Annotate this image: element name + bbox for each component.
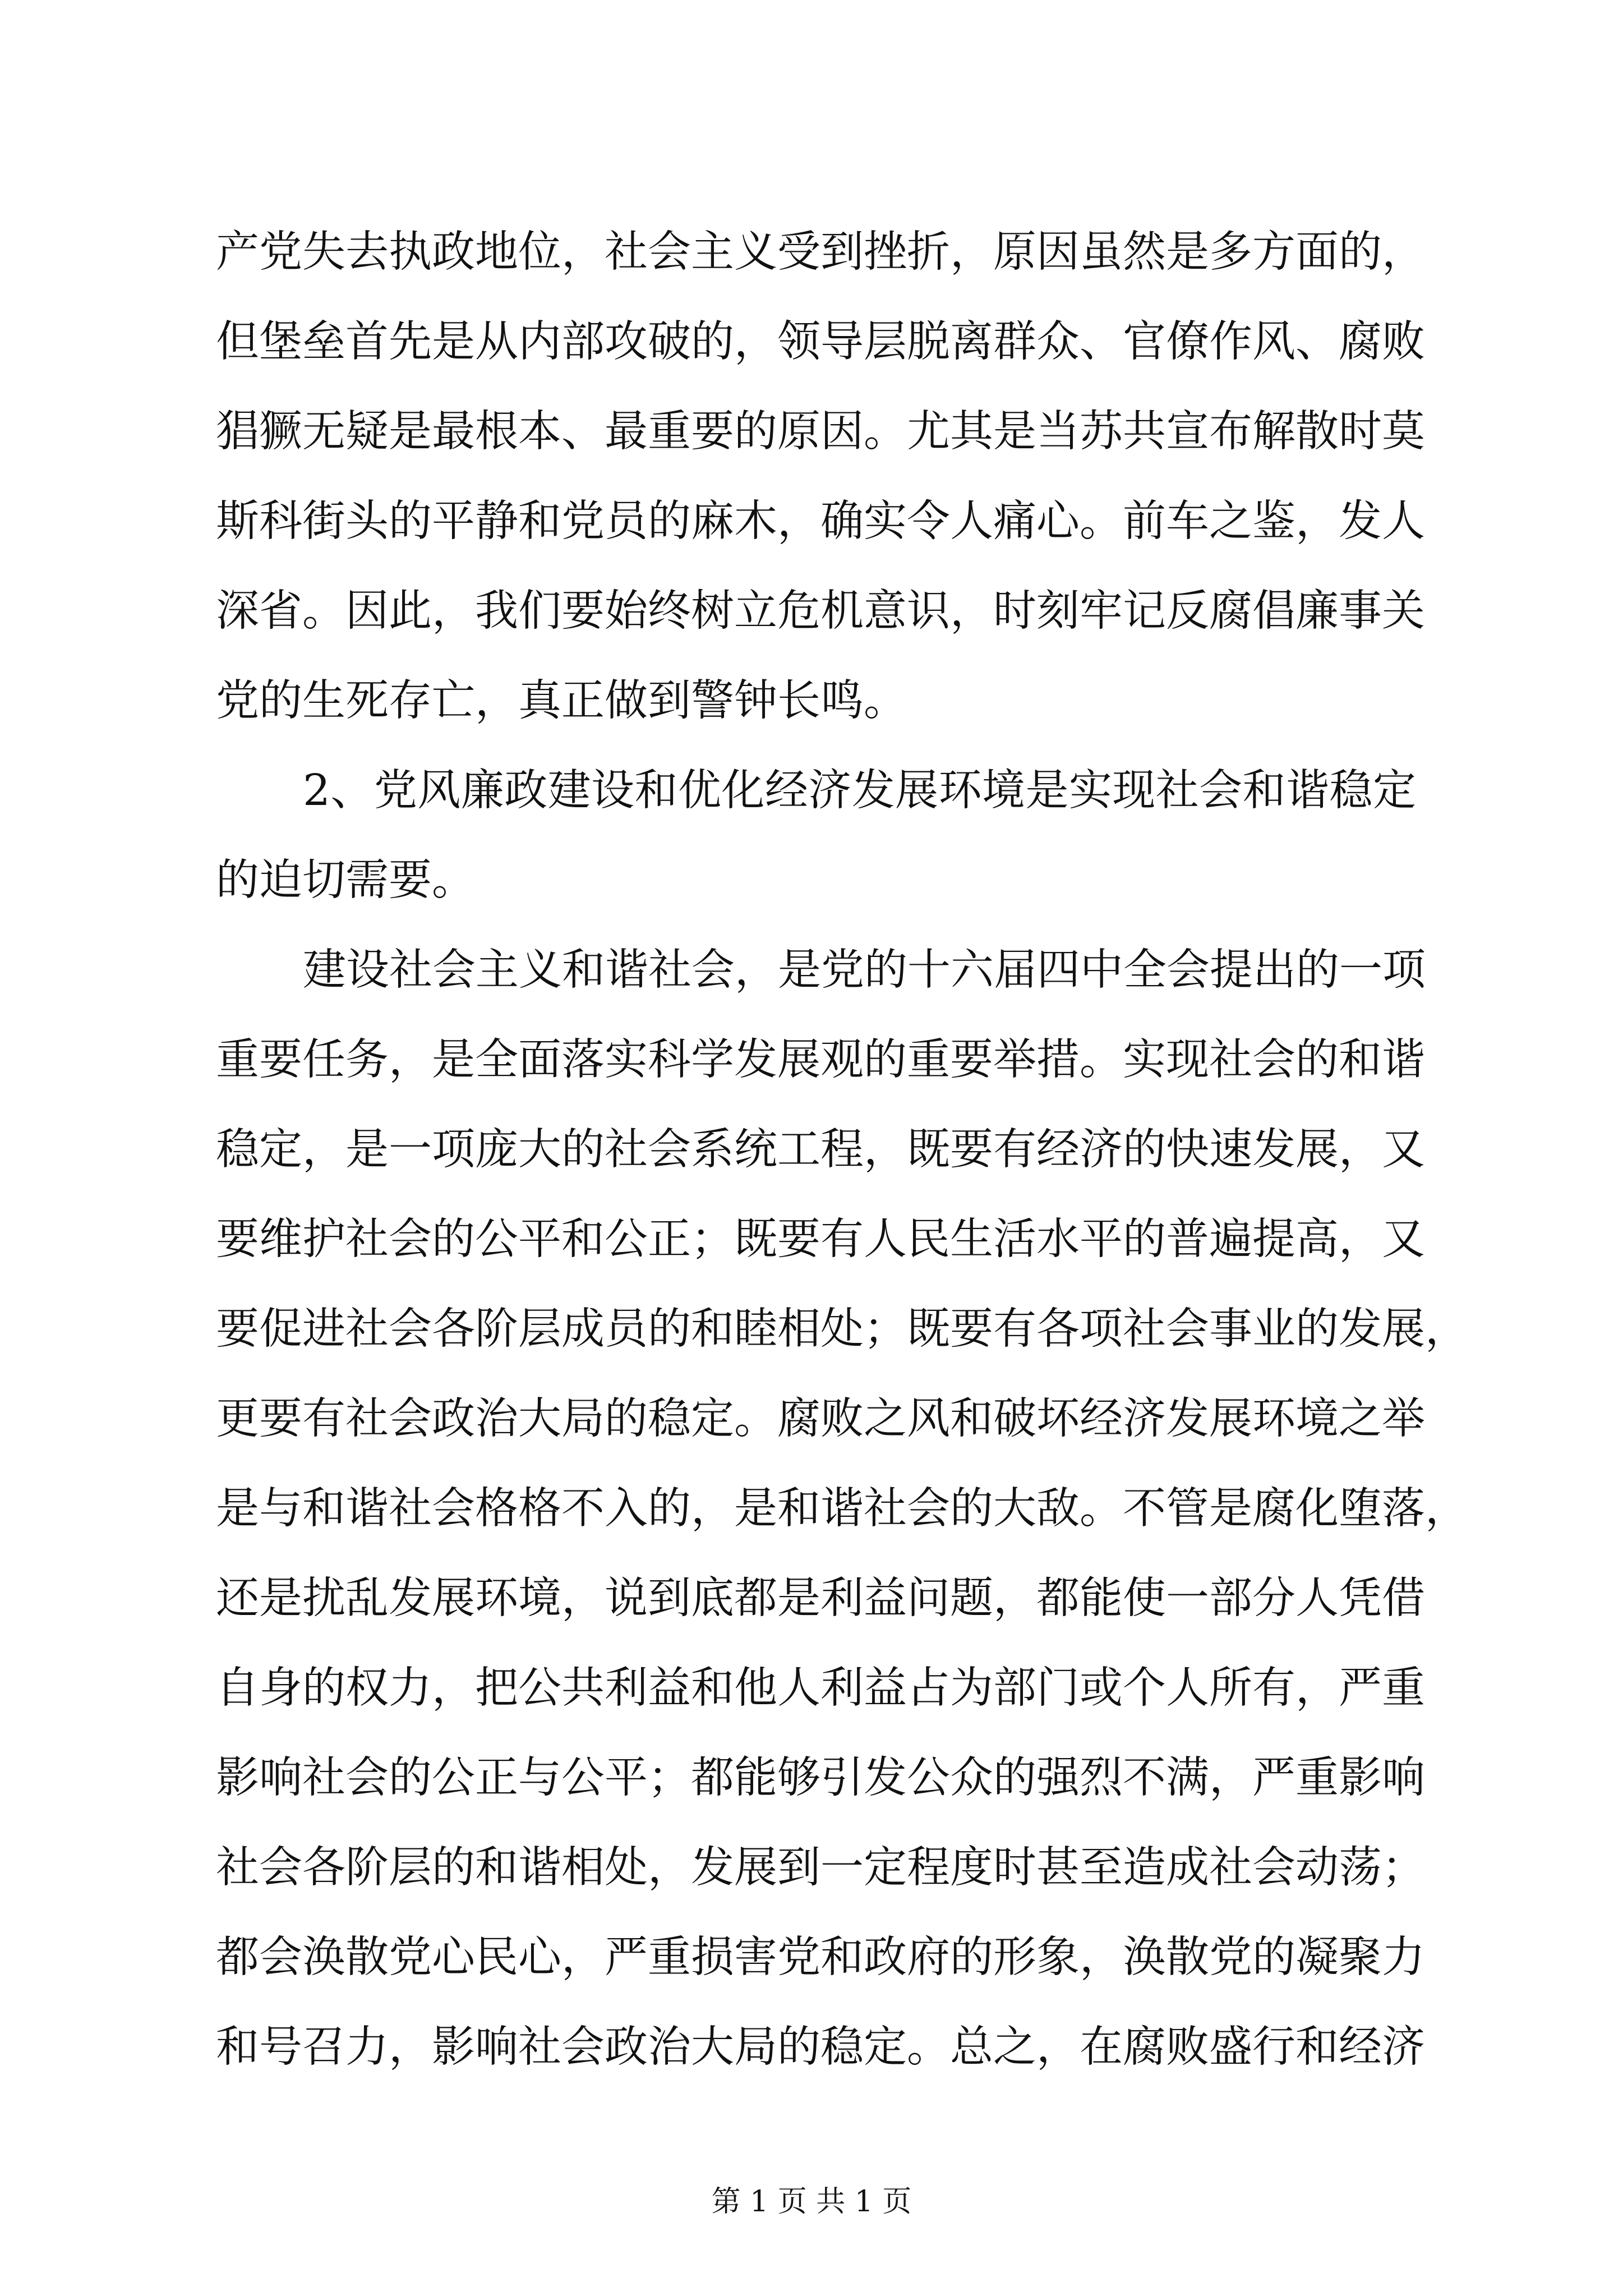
text-line: 还是扰乱发展环境，说到底都是利益问题，都能使一部分人凭借 <box>216 1573 1425 1623</box>
text-line: 稳定，是一项庞大的社会系统工程，既要有经济的快速发展，又 <box>216 1125 1425 1175</box>
section-heading-continuation: 的迫切需要。 <box>216 855 475 905</box>
text-line: 深省。因此，我们要始终树立危机意识，时刻牢记反腐倡廉事关 <box>216 586 1425 636</box>
text-line: 猖獗无疑是最根本、最重要的原因。尤其是当苏共宣布解散时莫 <box>216 407 1425 457</box>
text-line: 要维护社会的公平和公正；既要有人民生活水平的普遍提高，又 <box>216 1214 1425 1264</box>
text-line: 更要有社会政治大局的稳定。腐败之风和破坏经济发展环境之举 <box>216 1394 1425 1444</box>
text-line: 斯科街头的平静和党员的麻木，确实令人痛心。前车之鉴，发人 <box>216 496 1425 546</box>
text-line: 重要任务，是全面落实科学发展观的重要举措。实现社会的和谐 <box>216 1035 1425 1085</box>
text-line: 社会各阶层的和谐相处，发展到一定程度时甚至造成社会动荡； <box>216 1843 1425 1893</box>
paragraph-first-line: 建设社会主义和谐社会，是党的十六届四中全会提出的一项 <box>303 945 1426 995</box>
text-line: 要促进社会各阶层成员的和睦相处；既要有各项社会事业的发展， <box>216 1304 1468 1354</box>
text-line: 和号召力，影响社会政治大局的稳定。总之，在腐败盛行和经济 <box>216 2022 1425 2072</box>
text-line: 党的生死存亡，真正做到警钟长鸣。 <box>216 676 907 726</box>
page-footer: 第 1 页 共 1 页 <box>711 2185 912 2219</box>
text-line: 但堡垒首先是从内部攻破的，领导层脱离群众、官僚作风、腐败 <box>216 317 1425 367</box>
section-heading: 2、党风廉政建设和优化经济发展环境是实现社会和谐稳定 <box>303 766 1416 816</box>
text-line: 产党失去执政地位，社会主义受到挫折，原因虽然是多方面的， <box>216 227 1425 277</box>
text-line: 都会涣散党心民心，严重损害党和政府的形象，涣散党的凝聚力 <box>216 1932 1425 1982</box>
text-line: 影响社会的公正与公平；都能够引发公众的强烈不满，严重影响 <box>216 1753 1425 1803</box>
text-line: 是与和谐社会格格不入的，是和谐社会的大敌。不管是腐化堕落， <box>216 1484 1468 1534</box>
text-line: 自身的权力，把公共利益和他人利益占为部门或个人所有，严重 <box>216 1663 1425 1713</box>
